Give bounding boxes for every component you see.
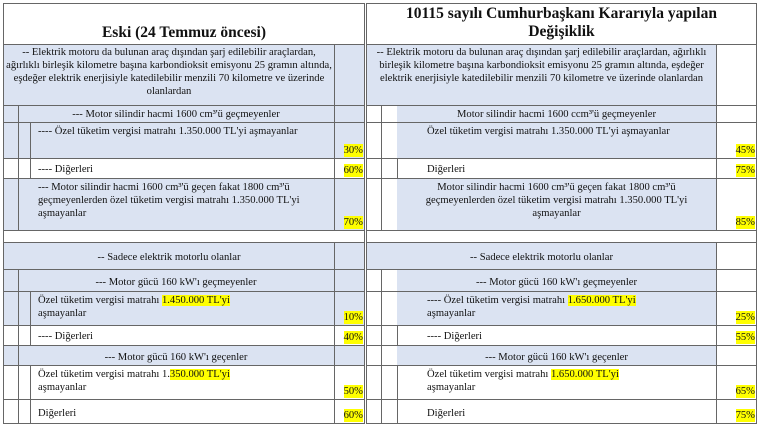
right-m1-r1-pct: 25% bbox=[735, 312, 755, 323]
right-s1-r2-row bbox=[367, 159, 756, 179]
right-header bbox=[367, 4, 756, 45]
right-m1-r1-highlight: 1.650.000 TL'yi bbox=[567, 295, 636, 306]
right-ev-head-row bbox=[367, 243, 756, 270]
right-m1-head: --- Motor gücü 160 kW'ı geçmeyenler bbox=[397, 270, 716, 291]
left-m1-r1-row bbox=[4, 292, 364, 326]
right-m1-r2-pct: 55% bbox=[735, 332, 755, 343]
right-m2-r1-highlight: 1.650.000 TL'yi bbox=[550, 369, 619, 380]
right-m1-r2-row bbox=[367, 326, 756, 346]
right-m2-r2-pct: 75% bbox=[735, 410, 755, 421]
left-spacer-row bbox=[4, 231, 364, 243]
right-s1-r1-text: Özel tüketim vergisi matrahı 1.350.000 TL'yi aşmayanlar bbox=[397, 123, 716, 158]
left-m1-r2-pct: 40% bbox=[343, 332, 363, 343]
left-title: Eski (24 Temmuz öncesi) bbox=[101, 24, 267, 41]
right-s1-r2-text: Diğerleri bbox=[427, 164, 466, 175]
right-m2-r2-text: Diğerleri bbox=[427, 408, 466, 419]
left-s1-r2-row bbox=[4, 159, 364, 179]
left-m1-head-row bbox=[4, 270, 364, 292]
left-s2-row bbox=[4, 179, 364, 231]
right-title-line2: Değişiklik bbox=[528, 23, 595, 40]
right-m1-r1-text: ---- Özel tüketim vergisi matrahı 1.650.000 TL'yi aşmayanlar bbox=[397, 292, 716, 325]
left-m2-r1-highlight: 350.000 TL'yi bbox=[169, 369, 230, 380]
right-m2-r1-pct: 65% bbox=[735, 386, 755, 397]
right-title-line1: 10115 sayılı Cumhurbaşkanı Kararıyla yapılan bbox=[406, 5, 717, 22]
left-header bbox=[4, 4, 364, 45]
right-m1-head-row bbox=[367, 270, 756, 292]
left-m2-head: --- Motor gücü 160 kW'ı geçenler bbox=[104, 352, 248, 363]
right-m2-head-row bbox=[367, 346, 756, 366]
left-s2-pct: 70% bbox=[343, 217, 363, 228]
left-m2-r1-text: Özel tüketim vergisi matrahı 1.350.000 TL'yi aşmayanlar bbox=[38, 369, 230, 393]
left-m2-r2-row bbox=[4, 400, 364, 423]
left-ev-head: -- Sadece elektrik motorlu olanlar bbox=[97, 252, 241, 263]
left-intro-text: -- Elektrik motoru da bulunan araç dışından şarj edilebilir araçlardan, ağırlıklı birleşik kilometre başına karbondioksit emisyonu 25 gramın altında, eşdeğer elektrik enerjisiyle katedilebilir menzili 70 kilometre ve üzerinde olanlardan bbox=[6, 47, 332, 97]
left-intro-row bbox=[4, 45, 364, 106]
right-m2-r1-text: Özel tüketim vergisi matrahı 1.650.000 TL'yi aşmayanlar bbox=[427, 369, 619, 393]
left-m2-r2-pct: 60% bbox=[343, 410, 363, 421]
left-m1-r2-row bbox=[4, 326, 364, 346]
left-ev-head-row bbox=[4, 243, 364, 270]
right-ev-head: -- Sadece elektrik motorlu olanlar bbox=[367, 243, 716, 269]
left-m1-head: --- Motor gücü 160 kW'ı geçmeyenler bbox=[95, 277, 257, 288]
right-s1-r1-pct: 45% bbox=[735, 145, 755, 156]
right-m2-r2-row bbox=[367, 400, 756, 423]
right-m1-r1-row bbox=[367, 292, 756, 326]
left-s1-r1-row bbox=[4, 123, 364, 159]
left-m1-r2-text: ---- Diğerleri bbox=[38, 331, 93, 342]
right-s1-head-row bbox=[367, 106, 756, 123]
right-s2-text: Motor silindir hacmi 1600 cm³'ü geçen fakat 1800 cm³'ü geçmeyenlerden özel tüketim vergisi matrahı 1.350.000 TL'yi aşmayanlar bbox=[397, 179, 716, 230]
right-spacer-row bbox=[367, 231, 756, 243]
right-m1-r2-text: ---- Diğerleri bbox=[427, 331, 482, 342]
right-s2-row bbox=[367, 179, 756, 231]
left-s1-r2-pct: 60% bbox=[343, 165, 363, 176]
left-m1-r1-pct: 10% bbox=[343, 312, 363, 323]
right-m2-head: --- Motor gücü 160 kW'ı geçenler bbox=[397, 346, 716, 365]
left-s1-r1-pct: 30% bbox=[343, 145, 363, 156]
left-m1-r1-highlight: 1.450.000 TL'yi bbox=[161, 295, 230, 306]
right-s1-head: Motor silindir hacmi 1600 ccm³'ü geçmeyenler bbox=[397, 106, 716, 122]
left-table bbox=[3, 3, 365, 424]
left-m2-r1-pct: 50% bbox=[343, 386, 363, 397]
right-m2-r1-row bbox=[367, 366, 756, 400]
left-s1-r2-text: ---- Diğerleri bbox=[38, 164, 93, 175]
left-s1-head-row bbox=[4, 106, 364, 123]
right-table bbox=[366, 3, 757, 424]
right-s1-r1-row bbox=[367, 123, 756, 159]
left-m2-r1-row bbox=[4, 366, 364, 400]
right-intro-row bbox=[367, 45, 756, 106]
right-s2-pct: 85% bbox=[735, 217, 755, 228]
right-intro-text: -- Elektrik motoru da bulunan araç dışından şarj edilebilir araçlardan, ağırlıklı birleşik kilometre başına karbondioksit emisyonu 25 gramın altında, eşdeğer elektrik enerjisiyle katedilebilir menzili 70 kilometre ve üzerinde olanlardan bbox=[367, 45, 716, 105]
left-s1-r1-text: ---- Özel tüketim vergisi matrahı 1.350.000 TL'yi aşmayanlar bbox=[38, 126, 298, 137]
left-s1-head: --- Motor silindir hacmi 1600 cm³'ü geçmeyenler bbox=[72, 109, 280, 120]
right-s1-r2-pct: 75% bbox=[735, 165, 755, 176]
left-s2-text: --- Motor silindir hacmi 1600 cm³'ü geçen fakat 1800 cm³'ü geçmeyenlerden özel tüketim vergisi matrahı 1.350.000 TL'yi aşmayanlar bbox=[38, 182, 300, 219]
left-m2-r2-text: Diğerleri bbox=[38, 408, 77, 419]
left-m2-head-row bbox=[4, 346, 364, 366]
left-m1-r1-text: Özel tüketim vergisi matrahı 1.450.000 TL'yi aşmayanlar bbox=[38, 295, 230, 319]
